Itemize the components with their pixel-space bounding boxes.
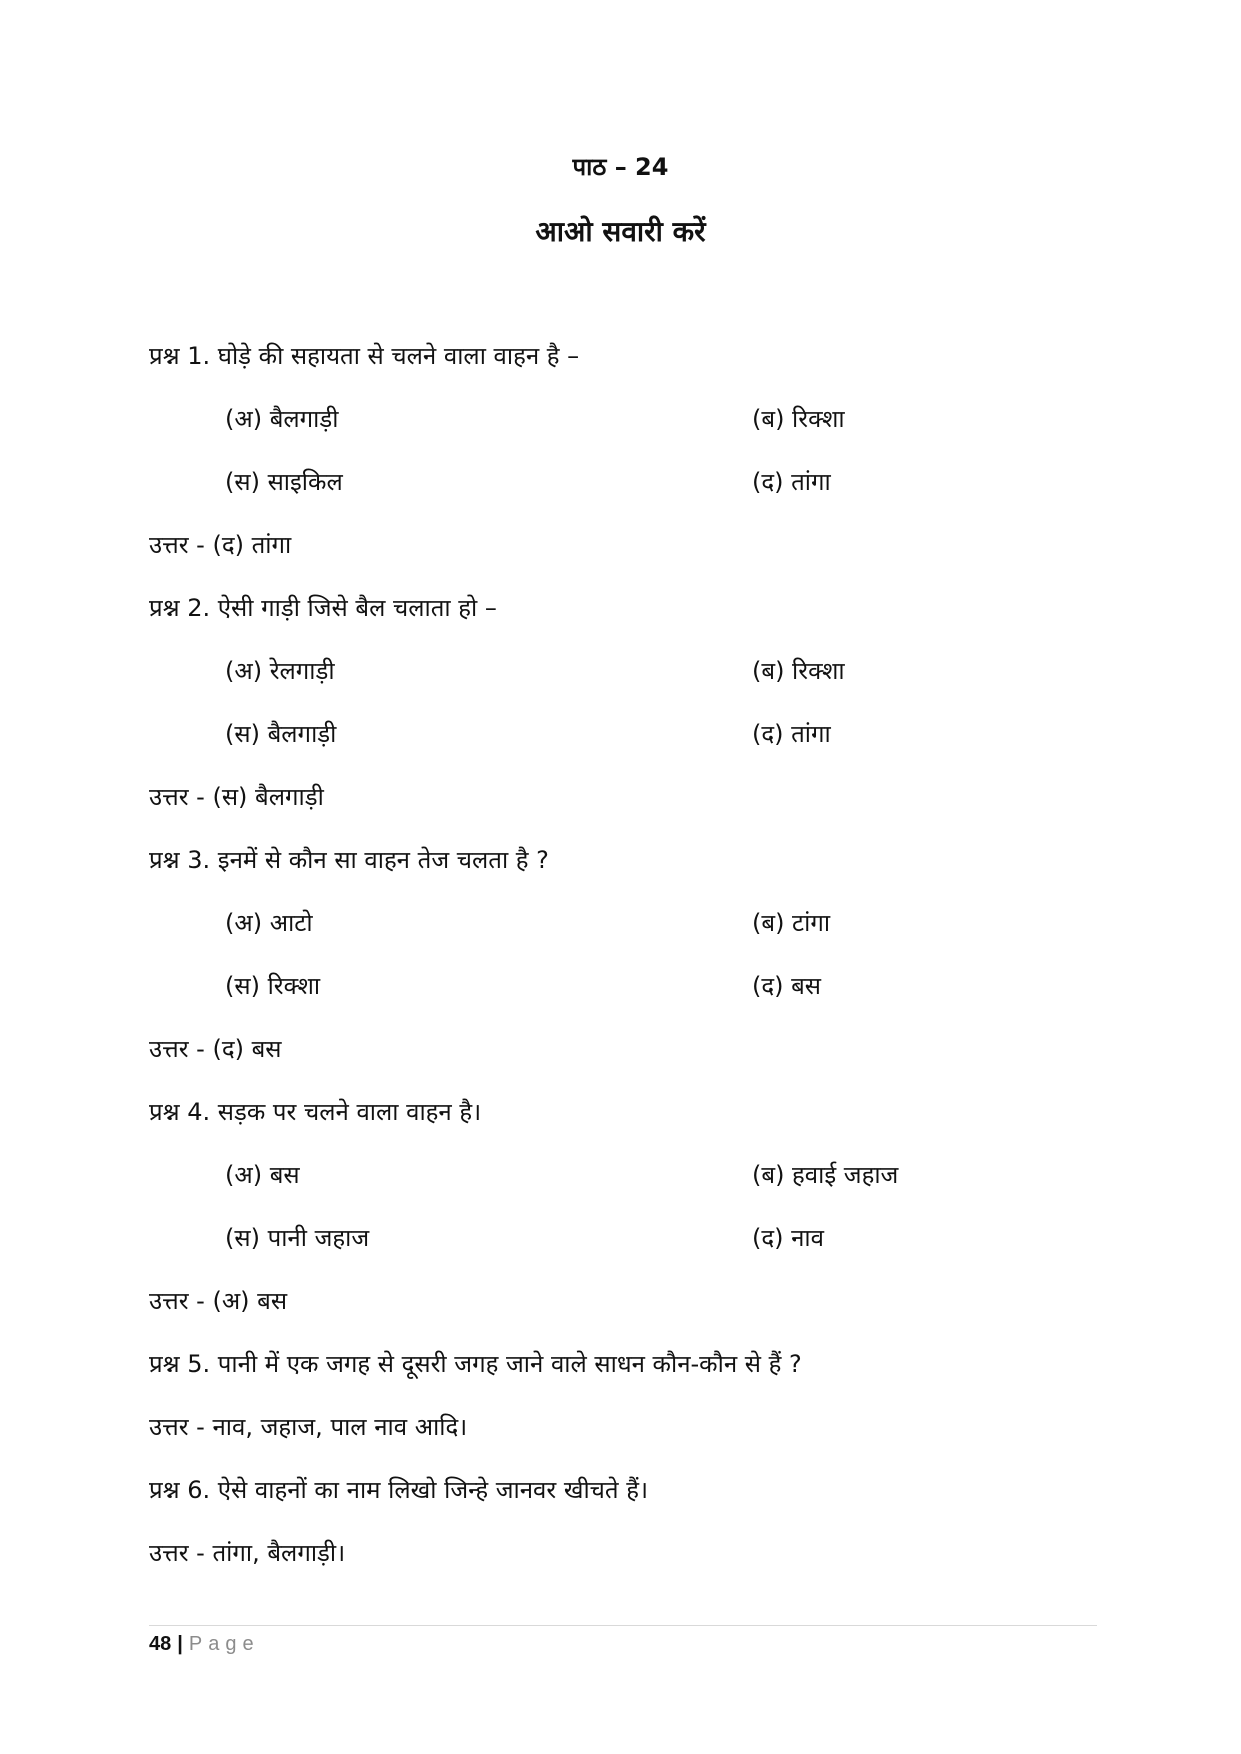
answer-3: उत्तर - (द) बस: [149, 1035, 282, 1063]
question-3-option-d: (द) बस: [752, 972, 822, 1000]
lesson-number: पाठ – 24: [572, 153, 669, 181]
question-3-option-c: (स) रिक्शा: [225, 972, 321, 1000]
answer-4: उत्तर - (अ) बस: [149, 1287, 288, 1315]
question-6: प्रश्न 6. ऐसे वाहनों का नाम लिखो जिन्हे जानवर खीचते हैं।: [149, 1476, 649, 1504]
footer-separator: |: [177, 1633, 183, 1655]
question-4-option-d: (द) नाव: [752, 1224, 824, 1252]
answer-1: उत्तर - (द) तांगा: [149, 531, 292, 559]
question-2: प्रश्न 2. ऐसी गाड़ी जिसे बैल चलाता हो –: [149, 594, 497, 622]
question-1: प्रश्न 1. घोड़े की सहायता से चलने वाला वाहन है –: [149, 342, 580, 370]
question-3-option-b: (ब) टांगा: [752, 909, 831, 937]
footer-divider: [149, 1625, 1097, 1626]
answer-6: उत्तर - तांगा, बैलगाड़ी।: [149, 1539, 346, 1567]
question-2-option-d: (द) तांगा: [752, 720, 831, 748]
question-2-option-b: (ब) रिक्शा: [752, 657, 845, 685]
answer-5: उत्तर - नाव, जहाज, पाल नाव आदि।: [149, 1413, 468, 1441]
question-1-option-d: (द) तांगा: [752, 468, 831, 496]
question-2-option-a: (अ) रेलगाड़ी: [225, 657, 335, 685]
question-4-option-a: (अ) बस: [225, 1161, 300, 1189]
question-4-option-c: (स) पानी जहाज: [225, 1224, 370, 1252]
question-1-option-b: (ब) रिक्शा: [752, 405, 845, 433]
question-3: प्रश्न 3. इनमें से कौन सा वाहन तेज चलता है ?: [149, 846, 549, 874]
page-number: 48: [149, 1633, 172, 1655]
question-1-option-c: (स) साइकिल: [225, 468, 343, 496]
question-5: प्रश्न 5. पानी में एक जगह से दूसरी जगह जाने वाले साधन कौन-कौन से हैं ?: [149, 1350, 802, 1378]
page-footer: [149, 1633, 260, 1656]
lesson-title: आओ सवारी करें: [535, 215, 706, 248]
question-4: प्रश्न 4. सड़क पर चलने वाला वाहन है।: [149, 1098, 482, 1126]
page-label: Page: [188, 1633, 260, 1655]
answer-2: उत्तर - (स) बैलगाड़ी: [149, 783, 324, 811]
question-2-option-c: (स) बैलगाड़ी: [225, 720, 337, 748]
question-3-option-a: (अ) आटो: [225, 909, 313, 937]
question-1-option-a: (अ) बैलगाड़ी: [225, 405, 339, 433]
question-4-option-b: (ब) हवाई जहाज: [752, 1161, 899, 1189]
